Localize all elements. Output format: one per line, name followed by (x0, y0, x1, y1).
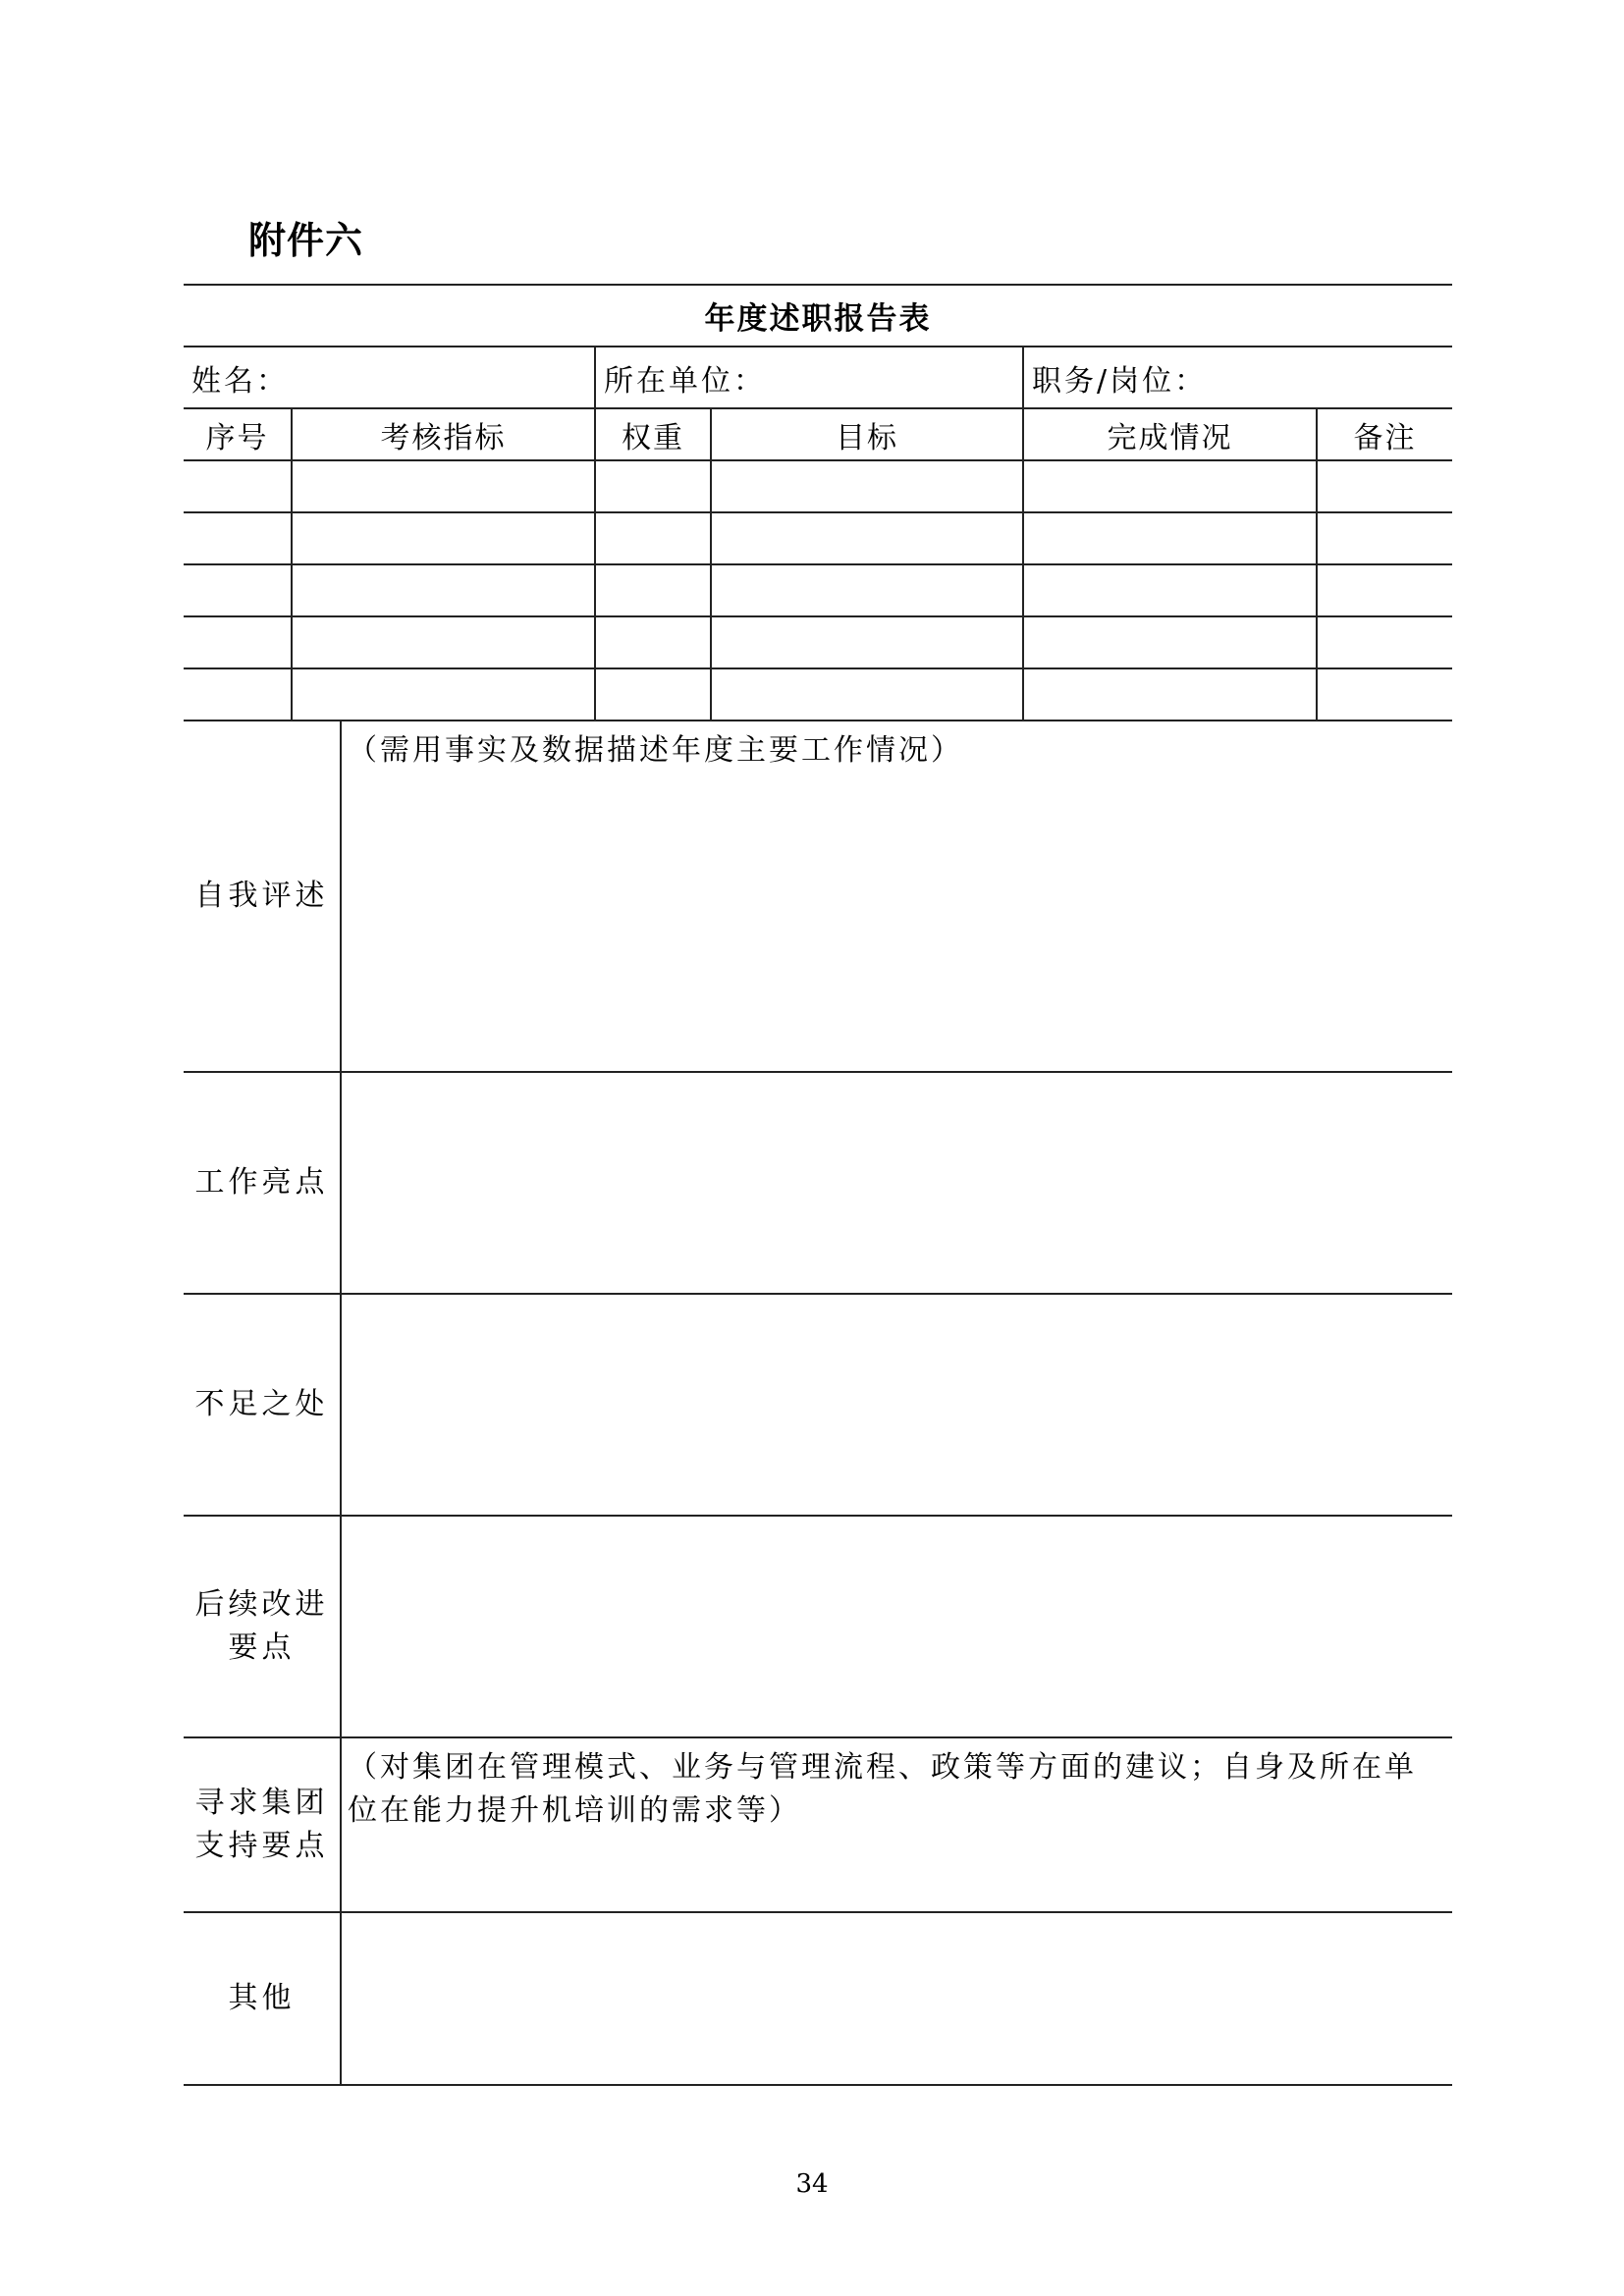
cell-indicator[interactable] (292, 564, 595, 616)
shortcomings-label: 不足之处 (184, 1294, 341, 1516)
cell-weight[interactable] (595, 512, 711, 564)
cell-seq[interactable] (184, 668, 292, 721)
header-seq: 序号 (184, 408, 292, 460)
cell-seq[interactable] (184, 616, 292, 668)
shortcomings-content[interactable] (341, 1294, 1452, 1516)
cell-indicator[interactable] (292, 616, 595, 668)
name-field[interactable]: 姓名： (184, 347, 595, 408)
header-completion: 完成情况 (1023, 408, 1317, 460)
cell-completion[interactable] (1023, 460, 1317, 512)
self-review-content[interactable] (341, 721, 1452, 1072)
cell-weight[interactable] (595, 460, 711, 512)
header-indicator: 考核指标 (292, 408, 595, 460)
improvements-label (184, 1516, 341, 1737)
cell-target[interactable] (711, 512, 1023, 564)
cell-indicator[interactable] (292, 668, 595, 721)
improvements-label-line1: 后续改进 (194, 1587, 329, 1622)
improvements-label-line2: 要点 (228, 1630, 296, 1665)
header-weight: 权重 (595, 408, 711, 460)
cell-remarks[interactable] (1317, 460, 1452, 512)
header-remarks: 备注 (1317, 408, 1452, 460)
cell-completion[interactable] (1023, 564, 1317, 616)
header-target: 目标 (711, 408, 1023, 460)
cell-target[interactable] (711, 460, 1023, 512)
highlights-content[interactable] (341, 1072, 1452, 1294)
support-content[interactable] (341, 1737, 1452, 1912)
cell-target[interactable] (711, 668, 1023, 721)
cell-weight[interactable] (595, 668, 711, 721)
cell-weight[interactable] (595, 564, 711, 616)
self-review-hint: （需用事实及数据描述年度主要工作情况） (348, 733, 963, 768)
other-content[interactable] (341, 1912, 1452, 2085)
cell-target[interactable] (711, 564, 1023, 616)
other-label: 其他 (184, 1912, 341, 2085)
cell-completion[interactable] (1023, 512, 1317, 564)
cell-completion[interactable] (1023, 616, 1317, 668)
cell-seq[interactable] (184, 564, 292, 616)
cell-remarks[interactable] (1317, 616, 1452, 668)
cell-seq[interactable] (184, 512, 292, 564)
table-row (184, 512, 1452, 564)
cell-weight[interactable] (595, 616, 711, 668)
cell-target[interactable] (711, 616, 1023, 668)
table-row (184, 668, 1452, 721)
unit-field[interactable]: 所在单位： (595, 347, 1023, 408)
table-row (184, 460, 1452, 512)
cell-indicator[interactable] (292, 460, 595, 512)
page-number: 34 (795, 2169, 829, 2199)
cell-remarks[interactable] (1317, 564, 1452, 616)
cell-indicator[interactable] (292, 512, 595, 564)
support-label-line1: 寻求集团 (194, 1786, 329, 1820)
cell-remarks[interactable] (1317, 668, 1452, 721)
support-label (184, 1737, 341, 1912)
self-review-label: 自我评述 (184, 721, 341, 1072)
attachment-title: 附件六 (248, 219, 364, 262)
cell-completion[interactable] (1023, 668, 1317, 721)
table-row (184, 564, 1452, 616)
cell-remarks[interactable] (1317, 512, 1452, 564)
position-field[interactable]: 职务/岗位： (1023, 347, 1452, 408)
improvements-content[interactable] (341, 1516, 1452, 1737)
table-row (184, 616, 1452, 668)
highlights-label: 工作亮点 (184, 1072, 341, 1294)
support-hint: （对集团在管理模式、业务与管理流程、政策等方面的建议；自身及所在单位在能力提升机培训的需求等） (348, 1750, 1417, 1828)
support-label-line2: 支持要点 (194, 1829, 329, 1863)
form-title: 年度述职报告表 (184, 285, 1452, 347)
annual-report-form (184, 284, 1452, 2086)
cell-seq[interactable] (184, 460, 292, 512)
